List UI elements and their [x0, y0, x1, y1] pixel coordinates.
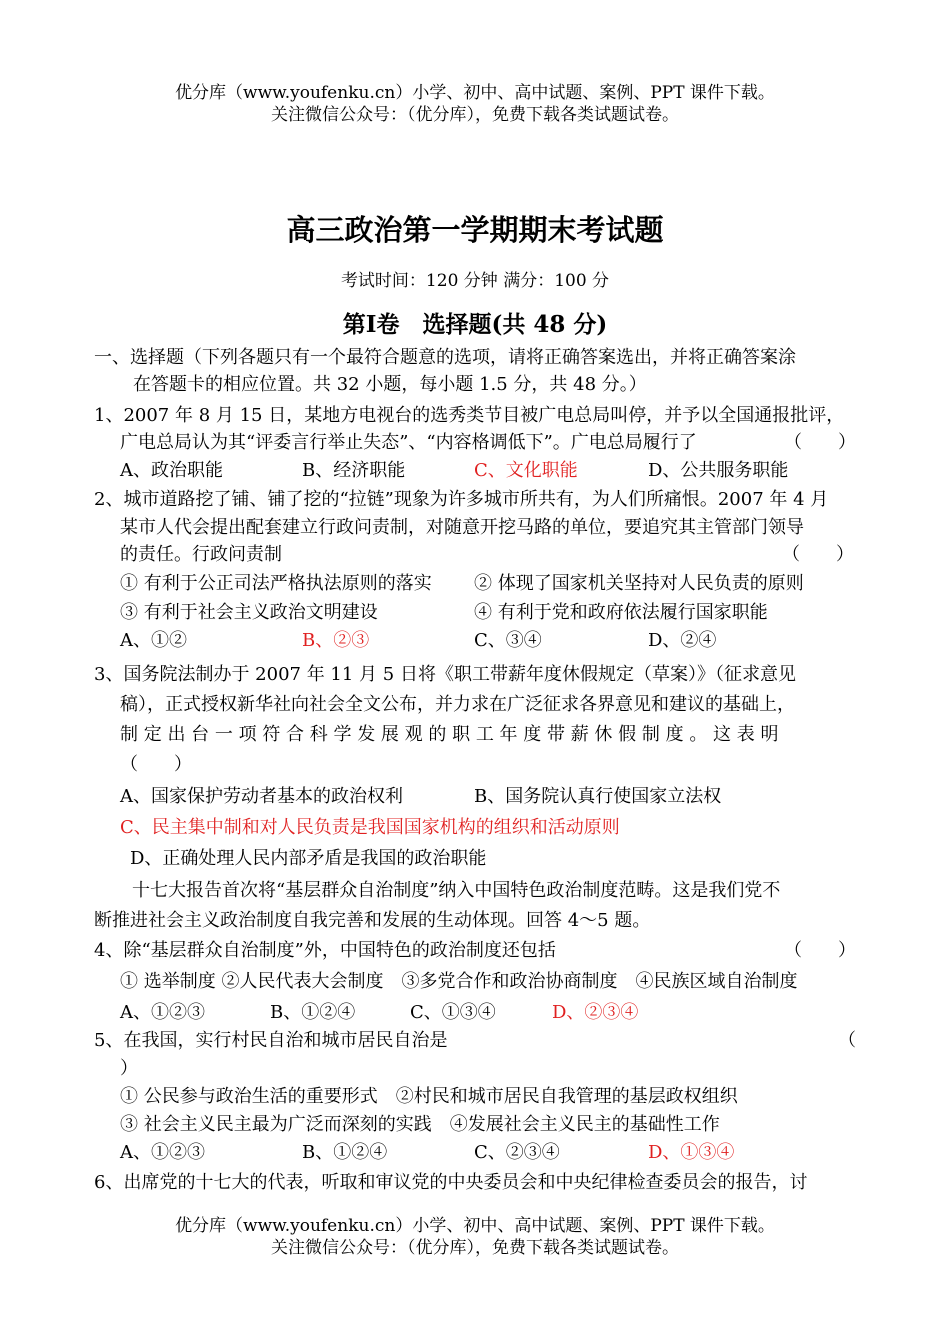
q2-answer-blank: （ ） [782, 544, 854, 565]
q1-answer-blank: （ ） [784, 432, 856, 453]
q2-option-b: B、②③ [302, 630, 370, 651]
q5-option-d: D、①③④ [648, 1142, 735, 1163]
q3-line-2: 稿），正式授权新华社向社会全文公布，并力求在广泛征求各界意见和建议的基础上， [120, 694, 795, 715]
section-title: 第Ⅰ卷 选择题(共 48 分) [342, 311, 608, 338]
q5-option-c: C、②③④ [474, 1142, 560, 1163]
q3-option-b: B、国务院认真行使国家立法权 [474, 786, 722, 807]
q5-line-1: 5、在我国，实行村民自治和城市居民自治是 [94, 1030, 448, 1051]
q2-statement-4: ④ 有利于党和政府依法履行国家职能 [474, 602, 768, 623]
q4-option-c: C、①③④ [410, 1002, 496, 1023]
q3-option-a: A、国家保护劳动者基本的政治权利 [120, 786, 403, 807]
instructions-line-1: 一、选择题（下列各题只有一个最符合题意的选项，请将正确答案选出，并将正确答案涂 [94, 347, 796, 368]
q3-line-3: 制 定 出 台 一 项 符 合 科 学 发 展 观 的 职 工 年 度 带 薪 休 假 制 度 。 这 表 明 [120, 724, 779, 745]
q1-option-b: B、经济职能 [302, 460, 406, 481]
q4-line-1: 4、除“基层群众自治制度”外，中国特色的政治制度还包括 [94, 940, 556, 961]
q4-answer-blank: （ ） [784, 940, 856, 961]
footer-line-2: 关注微信公众号：（优分库），免费下载各类试题试卷。 [271, 1238, 679, 1258]
q2-option-a: A、①② [120, 630, 187, 651]
q1-option-d: D、公共服务职能 [648, 460, 789, 481]
q2-option-c: C、③④ [474, 630, 542, 651]
q5-statements-1: ① 公民参与政治生活的重要形式 ②村民和城市居民自我管理的基层政权组织 [120, 1086, 738, 1107]
q5-statements-2: ③ 社会主义民主最为广泛而深刻的实践 ④发展社会主义民主的基础性工作 [120, 1114, 720, 1135]
q3-answer-blank: （ ） [120, 754, 192, 775]
header-line-2: 关注微信公众号：（优分库），免费下载各类试题试卷。 [271, 105, 679, 125]
page-title: 高三政治第一学期期末考试题 [286, 213, 664, 247]
q4-option-d: D、②③④ [552, 1002, 639, 1023]
q1-line-1: 1、2007 年 8 月 15 日，某地方电视台的选秀类节目被广电总局叫停，并予以全国通报批评， [94, 405, 845, 426]
q5-option-a: A、①②③ [120, 1142, 205, 1163]
q2-line-3: 的责任。行政问责制 [120, 544, 282, 565]
q5-paren-close: ） [120, 1058, 138, 1079]
q6-line-1: 6、出席党的十七大的代表，听取和审议党的中央委员会和中央纪律检查委员会的报告，讨 [94, 1172, 808, 1193]
q5-option-b: B、①②④ [302, 1142, 388, 1163]
q1-option-a: A、政治职能 [120, 460, 223, 481]
q2-option-d: D、②④ [648, 630, 717, 651]
q5-paren-open: （ [838, 1030, 856, 1051]
q4-option-a: A、①②③ [120, 1002, 205, 1023]
header-line-1: 优分库（www.youfenku.cn）小学、初中、高中试题、案例、PPT 课件下载。 [175, 83, 775, 103]
material-line-2: 断推进社会主义政治制度自我完善和发展的生动体现。回答 4～5 题。 [94, 910, 651, 931]
q3-line-1: 3、国务院法制办于 2007 年 11 月 5 日将《职工带薪年度休假规定（草案）》（征求意见 [94, 664, 796, 685]
footer-line-1: 优分库（www.youfenku.cn）小学、初中、高中试题、案例、PPT 课件下载。 [175, 1216, 775, 1236]
instructions-line-2: 在答题卡的相应位置。共 32 小题，每小题 1.5 分，共 48 分。） [133, 374, 647, 395]
material-line-1: 十七大报告首次将“基层群众自治制度”纳入中国特色政治制度范畴。这是我们党不 [132, 880, 781, 901]
q4-option-b: B、①②④ [270, 1002, 356, 1023]
q2-statement-2: ② 体现了国家机关坚持对人民负责的原则 [474, 573, 804, 594]
q4-statements: ① 选举制度 ②人民代表大会制度 ③多党合作和政治协商制度 ④民族区域自治制度 [120, 971, 798, 992]
q1-line-2: 广电总局认为其“评委言行举止失态”、“内容格调低下”。广电总局履行了 [120, 432, 697, 453]
q2-line-1: 2、城市道路挖了铺、铺了挖的“拉链”现象为许多城市所共有，为人们所痛恨。2007 年 4 月 [94, 489, 829, 510]
q1-option-c: C、文化职能 [474, 460, 578, 481]
q2-line-2: 某市人代会提出配套建立行政问责制，对随意开挖马路的单位，要追究其主管部门领导 [120, 517, 804, 538]
exam-info: 考试时间：120 分钟 满分：100 分 [340, 271, 610, 291]
q2-statement-1: ① 有利于公正司法严格执法原则的落实 [120, 573, 432, 594]
q3-option-c: C、民主集中制和对人民负责是我国国家机构的组织和活动原则 [120, 817, 620, 838]
q3-option-d: D、正确处理人民内部矛盾是我国的政治职能 [130, 848, 487, 869]
q2-statement-3: ③ 有利于社会主义政治文明建设 [120, 602, 378, 623]
